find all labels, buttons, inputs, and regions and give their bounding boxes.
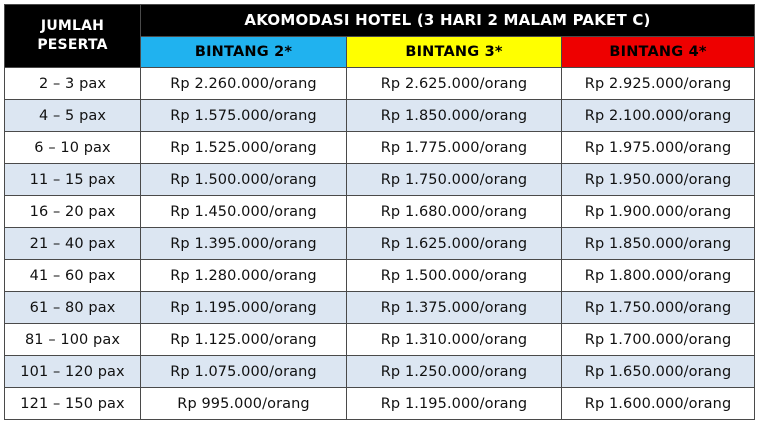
bintang-4-price: Rp 1.800.000/orang (562, 260, 755, 292)
bintang-3-header: BINTANG 3* (347, 36, 562, 68)
table-row (5, 164, 755, 196)
bintang-2-price: Rp 1.280.000/orang (141, 260, 347, 292)
bintang-4-price: Rp 1.750.000/orang (562, 292, 755, 324)
bintang-2-price: Rp 1.395.000/orang (141, 228, 347, 260)
pax-cell: 16 – 20 pax (5, 196, 141, 228)
table-row (5, 260, 755, 292)
bintang-2-price: Rp 1.525.000/orang (141, 132, 347, 164)
bintang-3-price: Rp 1.500.000/orang (347, 260, 562, 292)
bintang-3-price: Rp 1.250.000/orang (347, 356, 562, 388)
pax-cell: 81 – 100 pax (5, 324, 141, 356)
bintang-4-price: Rp 1.950.000/orang (562, 164, 755, 196)
pax-cell: 11 – 15 pax (5, 164, 141, 196)
table-row (5, 292, 755, 324)
table-row (5, 388, 755, 420)
bintang-3-price: Rp 1.195.000/orang (347, 388, 562, 420)
table-row (5, 196, 755, 228)
bintang-3-price: Rp 1.750.000/orang (347, 164, 562, 196)
pax-cell: 4 – 5 pax (5, 100, 141, 132)
bintang-2-price: Rp 1.075.000/orang (141, 356, 347, 388)
pax-cell: 121 – 150 pax (5, 388, 141, 420)
bintang-4-price: Rp 1.850.000/orang (562, 228, 755, 260)
bintang-2-price: Rp 1.575.000/orang (141, 100, 347, 132)
pax-cell: 61 – 80 pax (5, 292, 141, 324)
jumlah-peserta-header (5, 5, 141, 68)
table-row (5, 228, 755, 260)
pax-cell: 21 – 40 pax (5, 228, 141, 260)
bintang-2-header: BINTANG 2* (141, 36, 347, 68)
bintang-3-price: Rp 1.775.000/orang (347, 132, 562, 164)
bintang-2-price: Rp 1.125.000/orang (141, 324, 347, 356)
bintang-4-header: BINTANG 4* (562, 36, 755, 68)
bintang-3-price: Rp 1.850.000/orang (347, 100, 562, 132)
table-row (5, 356, 755, 388)
bintang-4-price: Rp 1.975.000/orang (562, 132, 755, 164)
pax-cell: 2 – 3 pax (5, 68, 141, 100)
bintang-2-price: Rp 1.195.000/orang (141, 292, 347, 324)
jumlah-line-2: PESERTA (37, 37, 108, 53)
pax-cell: 6 – 10 pax (5, 132, 141, 164)
bintang-2-price: Rp 1.500.000/orang (141, 164, 347, 196)
bintang-4-price: Rp 1.600.000/orang (562, 388, 755, 420)
bintang-2-price: Rp 2.260.000/orang (141, 68, 347, 100)
price-table-container (4, 4, 754, 420)
bintang-3-price: Rp 2.625.000/orang (347, 68, 562, 100)
jumlah-line-1: JUMLAH (40, 18, 105, 34)
bintang-4-price: Rp 2.100.000/orang (562, 100, 755, 132)
bintang-2-price: Rp 995.000/orang (141, 388, 347, 420)
table-row (5, 68, 755, 100)
bintang-3-price: Rp 1.625.000/orang (347, 228, 562, 260)
bintang-4-price: Rp 2.925.000/orang (562, 68, 755, 100)
bintang-3-price: Rp 1.680.000/orang (347, 196, 562, 228)
pax-cell: 101 – 120 pax (5, 356, 141, 388)
table-row (5, 132, 755, 164)
akomodasi-header: AKOMODASI HOTEL (3 HARI 2 MALAM PAKET C) (141, 5, 755, 37)
pax-cell: 41 – 60 pax (5, 260, 141, 292)
table-row (5, 324, 755, 356)
table-row (5, 100, 755, 132)
bintang-4-price: Rp 1.700.000/orang (562, 324, 755, 356)
bintang-3-price: Rp 1.310.000/orang (347, 324, 562, 356)
bintang-4-price: Rp 1.900.000/orang (562, 196, 755, 228)
hotel-price-table (4, 4, 755, 420)
bintang-2-price: Rp 1.450.000/orang (141, 196, 347, 228)
bintang-4-price: Rp 1.650.000/orang (562, 356, 755, 388)
bintang-3-price: Rp 1.375.000/orang (347, 292, 562, 324)
